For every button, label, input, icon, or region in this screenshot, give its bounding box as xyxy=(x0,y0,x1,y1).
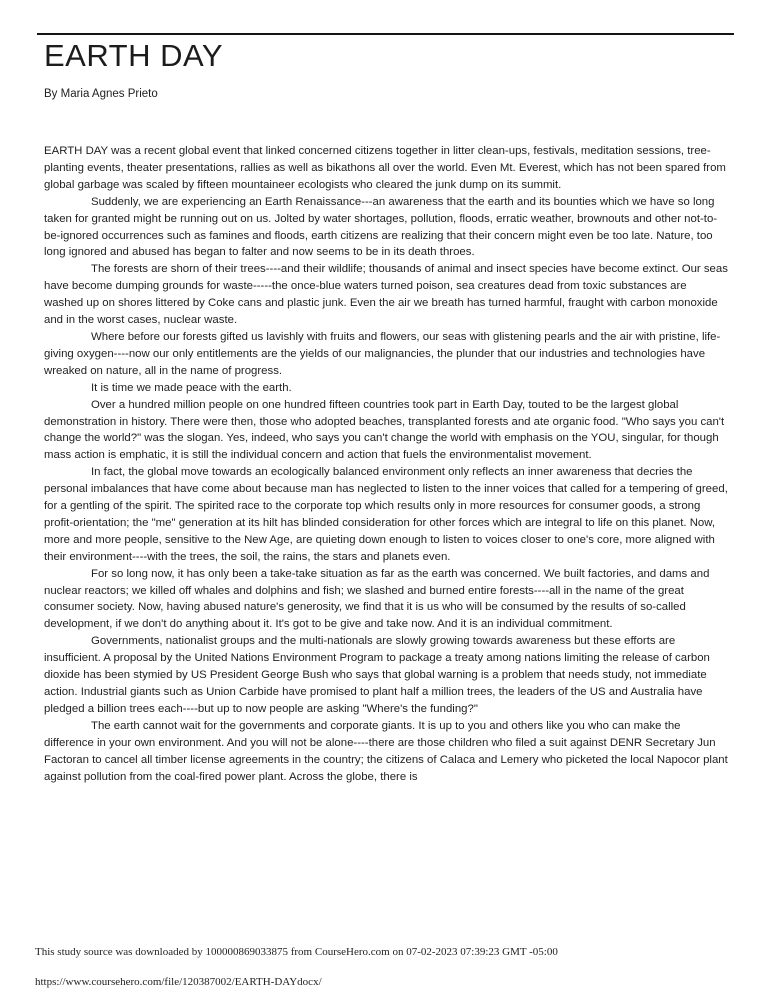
paragraph-8: For so long now, it has only been a take-take situation as far as the earth was concerned. We built factories, and dams and nuclear reactors; we killed off whales and dolphins and fish; we slashed and burned entire forests----all in the name of the great consumer society. Now, having abused nature's generosity, we find that it is us who will be consumed by the results of so-called development, if we don't do anything about it. It's got to be give and take now. And it is an individual commitment. xyxy=(44,567,710,631)
document-byline: By Maria Agnes Prieto xyxy=(44,88,158,100)
paragraph-3: The forests are shorn of their trees----and their wildlife; thousands of animal and insect species have become extinct. Our seas have become dumping grounds for waste-----the once-blue waters turned poison, sea creatures dead from toxic substances are washed up on shores littered by Coke cans and plastic junk. Even the air we breath has turned harmful, fraught with carbon monoxide and in the worst cases, nuclear waste. xyxy=(44,263,728,327)
paragraph-10: The earth cannot wait for the governments and corporate giants. It is up to you and others like you who can make the difference in your own environment. And you will not be alone----there are those children who filed a suit against DENR Secretary Jun Factoran to cancel all timber license agreements in the country; the citizens of Calaca and Lemery who picketed the local Napocor plant against pollution from the coal-fired power plant. Across the globe, there is xyxy=(44,719,728,783)
document-body xyxy=(44,143,728,785)
paragraph-6: Over a hundred million people on one hundred fifteen countries took part in Earth Day, touted to be the largest global demonstration in history. There were then, those who adopted beaches, transplanted forests and ate organic food. "Who says you can't change the world?" was the slogan. Yes, indeed, who says you can't change the world with emphasis on the YOU, singular, for though mass action is emphatic, it is still the individual concern and action that fuels the environmentalist movement. xyxy=(44,398,725,462)
document-title: EARTH DAY xyxy=(44,38,224,73)
title-rule xyxy=(37,33,734,35)
paragraph-9: Governments, nationalist groups and the multi-nationals are slowly growing towards awareness but these efforts are insufficient. A proposal by the United Nations Environment Program to package a treaty among nations limiting the release of carbon dioxide has been stymied by US President George Bush who says that global warning is a problem that needs study, not immediate action. Industrial giants such as Union Carbide have promised to plant half a million trees, the leaders of the US and Australia have pledged a billion trees each----but up to now people are asking "Where's the funding?" xyxy=(44,635,710,715)
paragraph-4: Where before our forests gifted us lavishly with fruits and flowers, our seas with glistening pearls and the air with pristine, life-giving oxygen----now our only entitlements are the yields of our malignancies, the plunder that our industries and technologies have wreaked on nature, all in the name of progress. xyxy=(44,330,721,377)
source-url: https://www.coursehero.com/file/120387002/EARTH-DAYdocx/ xyxy=(35,976,322,988)
paragraph-1: EARTH DAY was a recent global event that linked concerned citizens together in litter clean-ups, festivals, meditation sessions, tree-planting events, theater presentations, rallies as well as bikathons all over the world. Even Mt. Everest, which has not been spared from global garbage was scaled by fifteen mountaineer ecologists who cleared the junk dump on its summit. xyxy=(44,145,726,191)
download-attribution: This study source was downloaded by 100000869033875 from CourseHero.com on 07-02-2023 07:39:23 GMT -05:00 xyxy=(35,946,558,958)
paragraph-5: It is time we made peace with the earth. xyxy=(91,381,292,394)
paragraph-2: Suddenly, we are experiencing an Earth Renaissance---an awareness that the earth and its bounties which we have so long taken for granted might be running out on us. Jolted by water shortages, pollution, floods, erratic weather, brownouts and other not-to-be-ignored occurrences such as famines and floods, earth citizens are realizing that their concern might even be too late. Nature, too long ignored and abused has began to falter and now seems to be in its death throes. xyxy=(44,195,718,259)
paragraph-7: In fact, the global move towards an ecologically balanced environment only reflects an inner awareness that decries the personal imbalances that have come about because man has neglected to listen to the inner voices that called for a tempering of greed, for a gentling of the spirit. The spirited race to the corporate top which results only in more resources for consumer goods, a strong profit-orientation; the "me" generation at its hilt has blinded consideration for other forces which are integral to life on this planet. Now, more and more people, sensitive to the New Age, are quieting down enough to listen to voices closer to one's core, more aligned with their environment----with the trees, the soil, the rains, the stars and planets even. xyxy=(44,466,728,563)
